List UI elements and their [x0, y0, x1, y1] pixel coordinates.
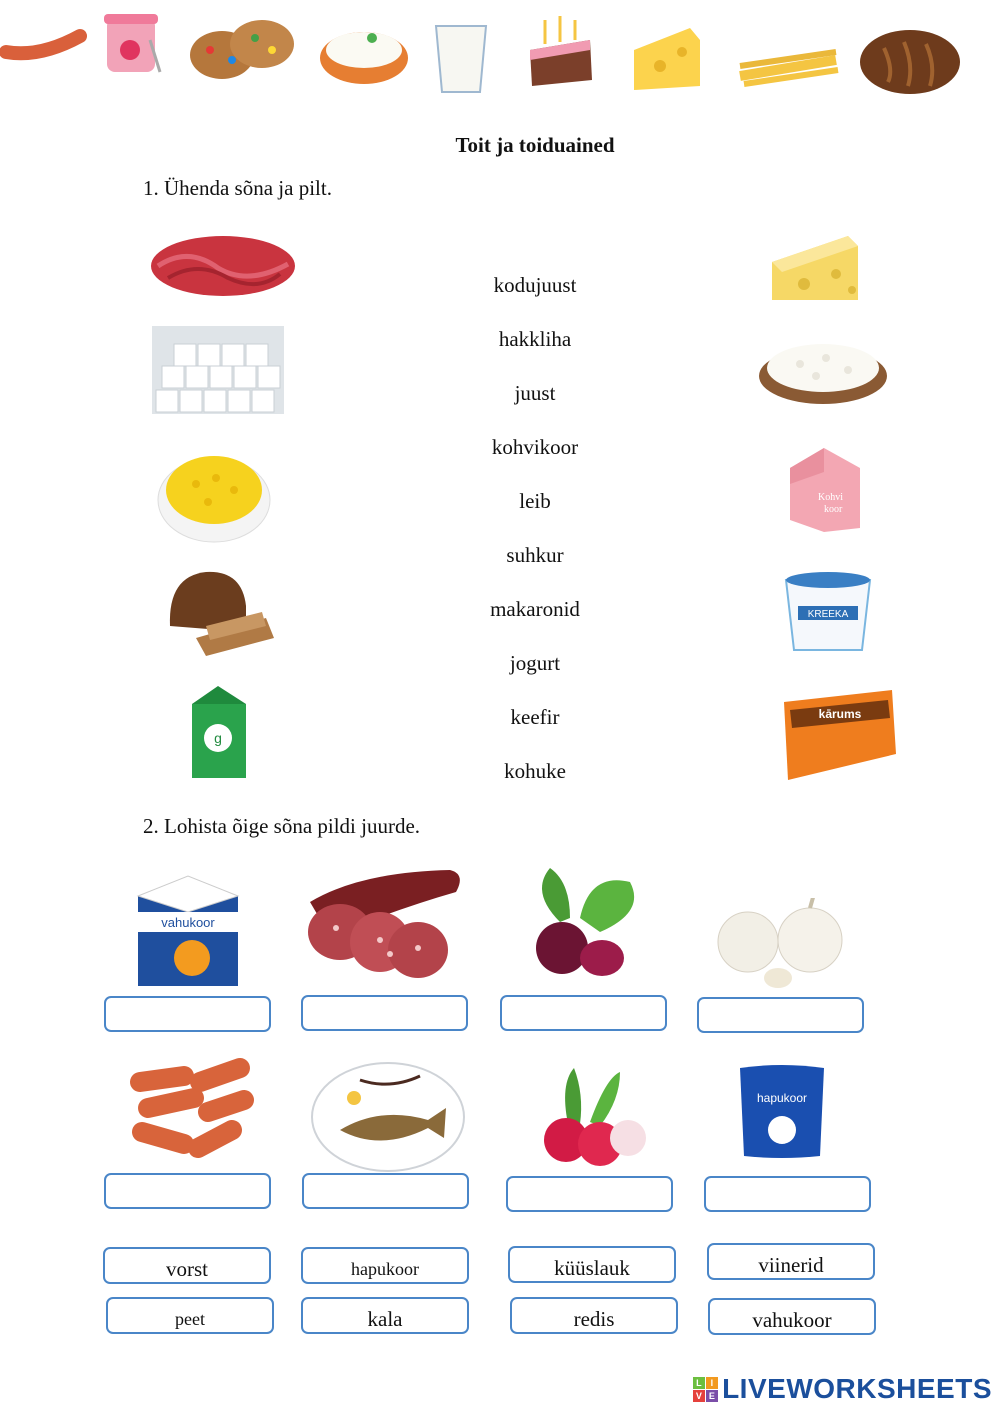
whipping-cream-carton-picture — [132, 872, 242, 990]
task1-instruction: 1. Ühenda sõna ja pilt. — [143, 176, 332, 200]
header-icons — [0, 0, 1000, 110]
word-juust[interactable]: juust — [514, 381, 556, 405]
sausage-icon — [6, 36, 80, 53]
radish-picture — [520, 1064, 654, 1170]
task2-instruction: 2. Lohista õige sõna pildi juurde. — [143, 814, 421, 838]
fish-plate-picture — [310, 1060, 466, 1174]
sugar-cubes-picture — [152, 326, 284, 414]
cookies-icon — [190, 20, 294, 79]
svg-text:vahukoor: vahukoor — [161, 915, 215, 930]
minced-meat-picture — [148, 226, 298, 302]
spaghetti-icon — [740, 52, 838, 84]
answer-chip-kala[interactable]: kala — [301, 1297, 469, 1334]
header-icons-svg — [0, 0, 1000, 110]
beetroot-picture — [520, 862, 654, 980]
word-kohvikoor[interactable]: kohvikoor — [491, 435, 579, 459]
answer-chip-redis[interactable]: redis — [510, 1297, 678, 1334]
sour-cream-pack-picture — [736, 1062, 828, 1160]
cake-icon — [530, 16, 592, 86]
drop-box-7[interactable] — [506, 1176, 673, 1212]
svg-text:KREEKA: KREEKA — [807, 609, 849, 620]
svg-text:Kohvi: Kohvi — [818, 492, 843, 503]
svg-text:koor: koor — [824, 504, 843, 515]
answer-chip-vorst[interactable]: vorst — [103, 1247, 271, 1284]
drop-box-3[interactable] — [500, 995, 667, 1031]
drop-box-6[interactable] — [302, 1173, 469, 1209]
word-kohuke[interactable]: kohuke — [504, 759, 566, 783]
drop-box-4[interactable] — [697, 997, 864, 1033]
drop-box-5[interactable] — [104, 1173, 271, 1209]
drop-box-1[interactable] — [104, 996, 271, 1032]
word-kodujuust[interactable]: kodujuust — [493, 273, 577, 297]
sausages-picture — [128, 1052, 254, 1164]
word-hakkliha[interactable]: hakkliha — [498, 327, 572, 351]
word-keefir[interactable]: keefir — [510, 705, 560, 729]
page-title: Toit ja toiduained — [455, 133, 615, 157]
answer-chip-hapukoor[interactable]: hapukoor — [301, 1247, 469, 1284]
drop-box-2[interactable] — [301, 995, 468, 1031]
word-jogurt[interactable]: jogurt — [509, 651, 561, 675]
drop-box-8[interactable] — [704, 1176, 871, 1212]
coffee-cream-carton-picture — [784, 444, 866, 534]
logo-text: LIVEWORKSHEETS — [722, 1373, 992, 1404]
answer-chip-viinerid[interactable]: viinerid — [707, 1243, 875, 1280]
cottage-cheese-icon — [320, 32, 408, 84]
kefir-carton-picture — [188, 682, 250, 780]
word-leib[interactable]: leib — [519, 489, 551, 513]
cottage-cheese-picture — [756, 332, 890, 406]
svg-text:g: g — [214, 730, 222, 746]
answer-chip-vahukoor[interactable]: vahukoor — [708, 1298, 876, 1335]
garlic-picture — [714, 898, 850, 994]
corn-picture — [156, 444, 272, 544]
svg-text:kārums: kārums — [818, 707, 862, 721]
answer-chip-kuuslauk[interactable]: küüslauk — [508, 1246, 676, 1283]
bread-picture — [166, 566, 278, 656]
word-makaronid[interactable]: makaronid — [490, 597, 580, 621]
answer-chip-peet[interactable]: peet — [106, 1297, 274, 1334]
milk-glass-icon — [436, 26, 486, 92]
bread-icon — [860, 30, 960, 94]
yogurt-icon — [104, 14, 160, 72]
cheese-icon — [634, 28, 700, 90]
yogurt-cup-picture — [782, 570, 874, 658]
logo-mark-icon: L I V E — [693, 1377, 718, 1402]
salami-picture — [300, 862, 468, 980]
svg-text:hapukoor: hapukoor — [756, 1091, 808, 1105]
kohuke-bar-picture — [776, 684, 900, 784]
cheese-picture — [764, 228, 860, 304]
word-suhkur[interactable]: suhkur — [506, 543, 564, 567]
liveworksheets-logo — [693, 1373, 992, 1405]
